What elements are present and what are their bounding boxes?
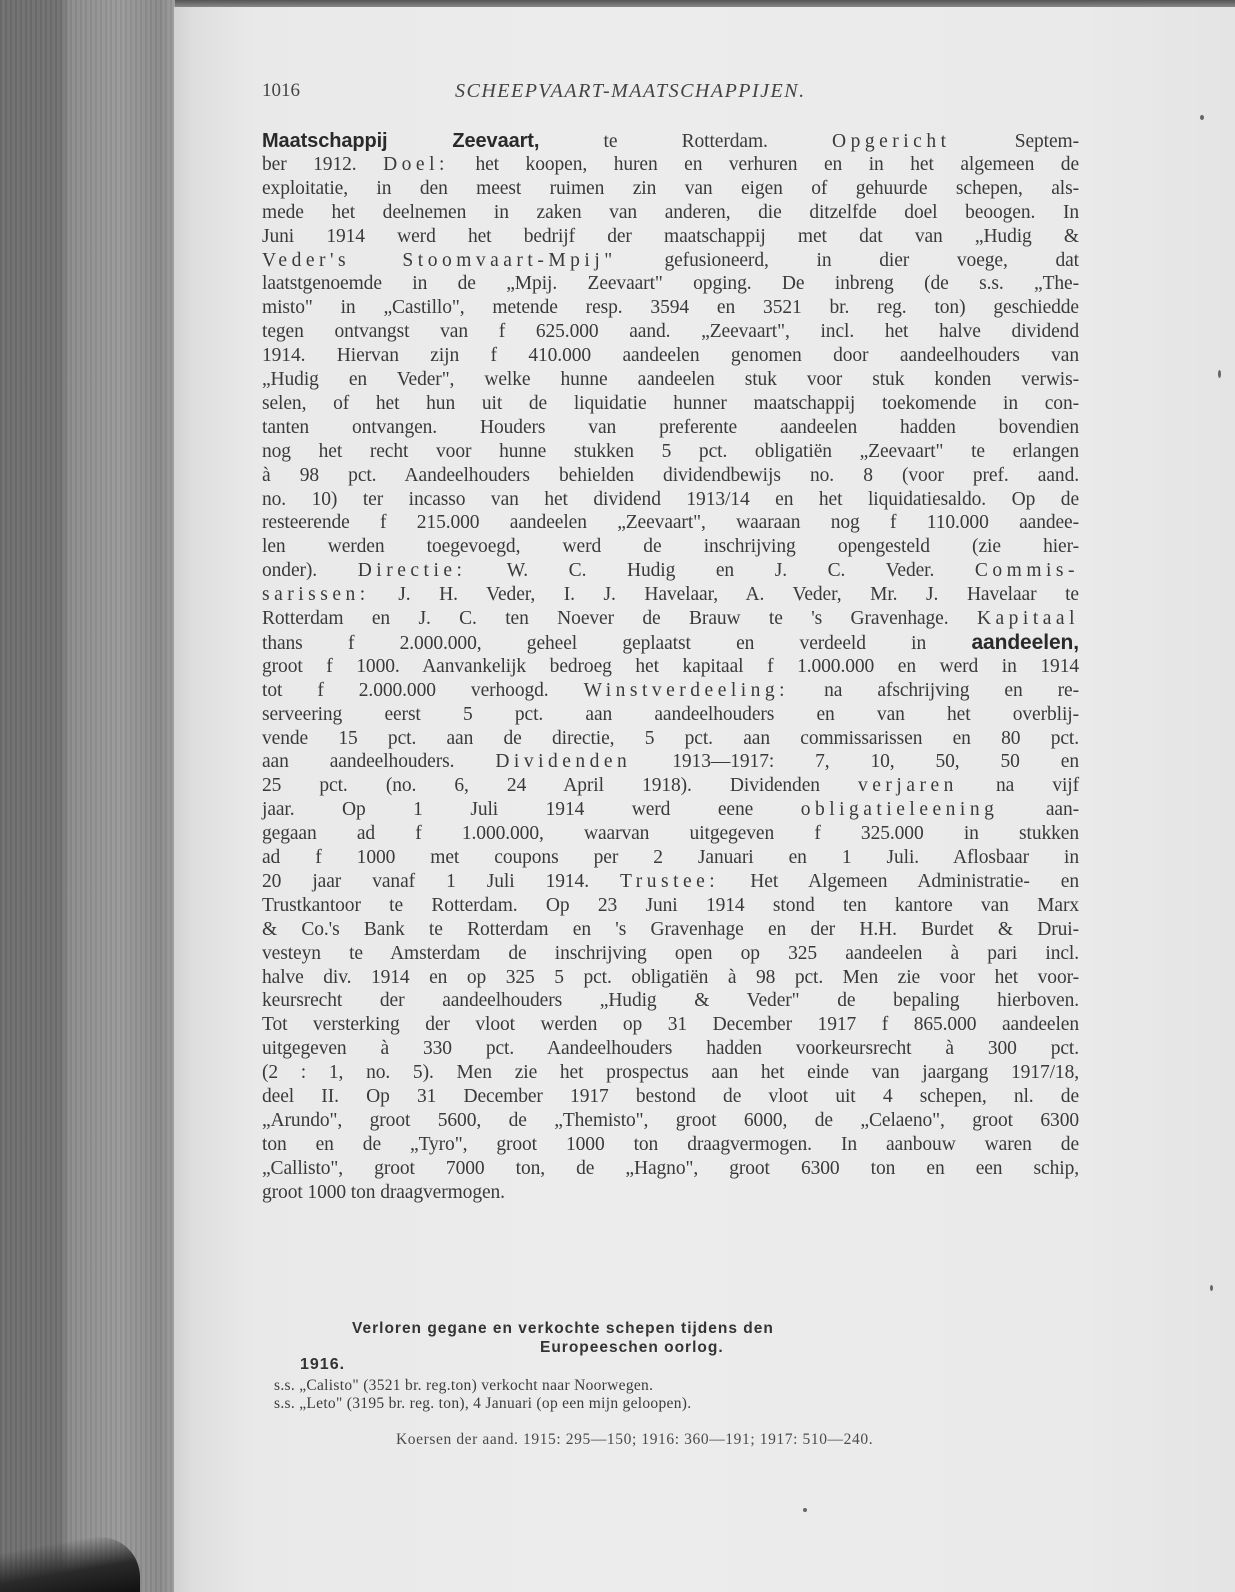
text-segment: 20 jaar vanaf 1 Juli 1914.	[262, 870, 621, 892]
text-line	[262, 345, 1079, 367]
text-segment: selen, of het hun uit de liquidatie hunner maatschappij toekomende in con-	[262, 392, 1079, 414]
text-line	[262, 250, 1079, 272]
text-line	[262, 369, 1079, 391]
text-segment: na afschrijving en re-	[789, 679, 1079, 701]
spaced-keyword: verjaren	[858, 775, 958, 797]
text-line	[262, 656, 1079, 678]
loss-item: s.s. „Leto" (3195 br. reg. ton), 4 Januari (op een mijn geloopen).	[274, 1395, 692, 1412]
text-line	[262, 1182, 1079, 1204]
text-line	[262, 728, 1079, 750]
text-line	[262, 393, 1079, 415]
page-number: 1016	[262, 80, 300, 101]
text-line	[262, 202, 1079, 224]
text-segment: vende 15 pct. aan de directie, 5 pct. aan commissarissen en 80 pct.	[262, 727, 1079, 749]
text-segment: uitgegeven à 330 pct. Aandeelhouders hadden voorkeursrecht à 300 pct.	[262, 1038, 1079, 1060]
text-line	[262, 680, 1079, 702]
text-segment: onder).	[262, 560, 358, 582]
text-segment: aan aandeelhouders.	[262, 751, 496, 773]
company-name: Maatschappij Zeevaart,	[262, 130, 540, 152]
text-segment: het koopen, huren en verhuren en in het algemeen de	[448, 153, 1079, 175]
text-segment: resteerende f 215.000 aandeelen „Zeevaart", waaraan nog f 110.000 aandee-	[262, 512, 1079, 534]
text-line	[262, 967, 1079, 989]
text-segment: Trustkantoor te Rotterdam. Op 23 Juni 1914 stond ten kantore van Marx	[262, 894, 1079, 916]
text-segment: vesteyn te Amsterdam de inschrijving open op 325 aandeelen à pari incl.	[262, 942, 1079, 964]
text-line	[262, 273, 1079, 295]
running-header: SCHEEPVAART-MAATSCHAPPIJEN.	[455, 80, 806, 102]
text-segment: „Hudig en Veder", welke hunne aandeelen stuk voor stuk konden verwis-	[262, 369, 1079, 390]
text-segment: „Arundo", groot 5600, de „Themisto", groot 6000, de „Celaeno", groot 6300	[262, 1109, 1079, 1131]
text-segment: laatstgenoemde in de „Mpij. Zeevaart" opging. De inbreng (de s.s. „The-	[262, 273, 1079, 295]
spaced-keyword: Kapitaal	[976, 608, 1079, 629]
text-segment: 1914. Hiervan zijn f 410.000 aandeelen genomen door aandeelhouders van	[262, 345, 1079, 367]
text-segment: no. 10) ter incasso van het dividend 1913/14 en het liquidatiesaldo. Op de	[262, 488, 1079, 510]
spaced-keyword: Commis-	[974, 560, 1080, 582]
text-line	[262, 489, 1079, 511]
paper-speck	[1200, 115, 1204, 120]
book-spine-edge	[0, 0, 175, 1592]
text-segment: groot f 1000. Aanvankelijk bedroeg het kapitaal f 1.000.000 en werd in 1914	[262, 655, 1079, 677]
paper-speck	[1218, 370, 1221, 378]
text-line	[262, 512, 1079, 534]
paper-speck	[1210, 1285, 1213, 1291]
spaced-keyword: Winstverdeeling:	[583, 679, 790, 701]
text-segment: serveering eerst 5 pct. aan aandeelhouders en van het overblij-	[262, 703, 1079, 725]
text-segment: na vijf	[957, 775, 1079, 797]
text-segment: te Rotterdam.	[539, 131, 833, 152]
text-segment: „Callisto", groot 7000 ton, de „Hagno", groot 6300 ton en een schip,	[262, 1157, 1079, 1179]
text-line	[262, 560, 1079, 582]
text-segment: halve div. 1914 en op 325 5 pct. obligatiën à 98 pct. Men zie voor het voor-	[262, 966, 1079, 988]
spine-shadow	[0, 1537, 140, 1592]
text-segment: deel II. Op 31 December 1917 bestond de vloot uit 4 schepen, nl. de	[262, 1086, 1079, 1107]
losses-heading-line-1: Verloren gegane en verkochte schepen tijdens den	[352, 1320, 774, 1337]
text-line	[262, 823, 1079, 845]
text-line	[262, 943, 1079, 965]
text-segment: aan-	[998, 799, 1079, 821]
text-segment: ton en de „Tyro", groot 1000 ton draagvermogen. In aanbouw waren de	[262, 1133, 1079, 1155]
text-line	[262, 632, 1079, 655]
losses-heading-line-2: Europeeschen oorlog.	[540, 1339, 724, 1356]
text-segment: J. H. Veder, I. J. Havelaar, A. Veder, Mr. J. Havelaar te	[369, 584, 1079, 606]
text-segment: Rotterdam en J. C. ten Noever de Brauw te 's Gravenhage.	[262, 608, 977, 629]
text-line	[262, 441, 1079, 463]
text-segment: tanten ontvangen. Houders van preferente aandeelen hadden bovendien	[262, 416, 1079, 438]
text-segment: groot 1000 ton draagvermogen.	[262, 1181, 505, 1203]
text-segment: & Co.'s Bank te Rotterdam en 's Gravenhage en der H.H. Burdet & Drui-	[262, 918, 1079, 940]
text-line	[262, 871, 1079, 893]
losses-year: 1916.	[300, 1356, 346, 1373]
text-segment: à 98 pct. Aandeelhouders behielden dividendbewijs no. 8 (voor pref. aand.	[262, 464, 1079, 486]
text-line	[262, 799, 1079, 821]
text-line	[262, 1158, 1079, 1180]
text-line	[262, 1086, 1079, 1108]
text-line	[262, 1038, 1079, 1060]
text-line	[262, 919, 1079, 941]
text-line	[262, 297, 1079, 319]
text-line	[262, 1014, 1079, 1036]
share-prices-line: Koersen der aand. 1915: 295—150; 1916: 360—191; 1917: 510—240.	[396, 1431, 874, 1448]
page-top-edge	[0, 0, 1235, 7]
text-segment: thans f 2.000.000, geheel geplaatst en verdeeld in	[262, 632, 972, 654]
text-line	[262, 536, 1079, 558]
text-segment: tegen ontvangst van f 625.000 aand. „Zeevaart", incl. het halve dividend	[262, 321, 1079, 343]
text-segment: nog het recht voor hunne stukken 5 pct. obligatiën „Zeevaart" te erlangen	[262, 440, 1079, 462]
text-segment: 1913—1917: 7, 10, 50, 50 en	[631, 751, 1079, 773]
text-line	[262, 154, 1079, 176]
bold-keyword: aandeelen,	[971, 630, 1079, 654]
text-segment: Het Algemeen Administratie- en	[719, 870, 1079, 892]
spaced-keyword: Veder's Stoomvaart-Mpij"	[262, 249, 617, 271]
text-line	[262, 130, 1079, 153]
text-line	[262, 465, 1079, 487]
text-line	[262, 417, 1079, 439]
spaced-keyword: Opgericht	[832, 131, 951, 152]
spaced-keyword: Dividenden	[495, 751, 632, 773]
spaced-keyword: Doel:	[383, 153, 449, 175]
text-line	[262, 178, 1079, 200]
text-segment: Septem-	[950, 131, 1080, 152]
text-line	[262, 321, 1079, 343]
text-segment: keursrecht der aandeelhouders „Hudig & Veder" de bepaling hierboven.	[262, 990, 1079, 1012]
text-segment: gefusioneerd, in dier voege, dat	[616, 249, 1080, 271]
spaced-keyword: Trustee:	[620, 870, 720, 892]
spaced-keyword: obligatieleening	[800, 799, 999, 821]
text-line	[262, 584, 1079, 606]
text-line	[262, 847, 1079, 869]
text-line	[262, 990, 1079, 1012]
text-segment: Juni 1914 werd het bedrijf der maatschappij met dat van „Hudig &	[262, 225, 1079, 247]
text-line	[262, 608, 1079, 630]
text-segment: ber 1912.	[262, 153, 384, 175]
spaced-keyword: Directie:	[357, 560, 467, 582]
text-line	[262, 1134, 1079, 1156]
text-segment: mede het deelnemen in zaken van anderen, die ditzelfde doel beoogen. In	[262, 201, 1079, 223]
loss-item: s.s. „Calisto" (3521 br. reg.ton) verkocht naar Noorwegen.	[274, 1377, 654, 1394]
text-segment: Tot versterking der vloot werden op 31 December 1917 f 865.000 aandeelen	[262, 1014, 1079, 1036]
text-line	[262, 775, 1079, 797]
text-line	[262, 704, 1079, 726]
text-line	[262, 751, 1079, 773]
spaced-keyword: sarissen:	[262, 584, 370, 606]
text-segment: misto" in „Castillo", metende resp. 3594 en 3521 br. reg. ton) geschiedde	[262, 297, 1079, 319]
text-line	[262, 1110, 1079, 1132]
text-segment: exploitatie, in den meest ruimen zin van eigen of gehuurde schepen, als-	[262, 177, 1079, 199]
text-line	[262, 895, 1079, 917]
text-segment: W. C. Hudig en J. C. Veder.	[466, 560, 975, 582]
text-line	[262, 1062, 1079, 1084]
text-line	[262, 226, 1079, 248]
text-segment: ad f 1000 met coupons per 2 Januari en 1 Juli. Aflosbaar in	[262, 847, 1079, 868]
text-segment: jaar. Op 1 Juli 1914 werd eene	[262, 799, 801, 821]
text-segment: len werden toegevoegd, werd de inschrijving opengesteld (zie hier-	[262, 536, 1079, 558]
text-segment: (2 : 1, no. 5). Men zie het prospectus aan het einde van jaargang 1917/18,	[262, 1062, 1079, 1084]
text-segment: 25 pct. (no. 6, 24 April 1918). Dividenden	[262, 775, 859, 797]
text-segment: gegaan ad f 1.000.000, waarvan uitgegeven f 325.000 in stukken	[262, 823, 1079, 845]
paper-speck	[803, 1508, 807, 1512]
text-segment: tot f 2.000.000 verhoogd.	[262, 679, 584, 701]
